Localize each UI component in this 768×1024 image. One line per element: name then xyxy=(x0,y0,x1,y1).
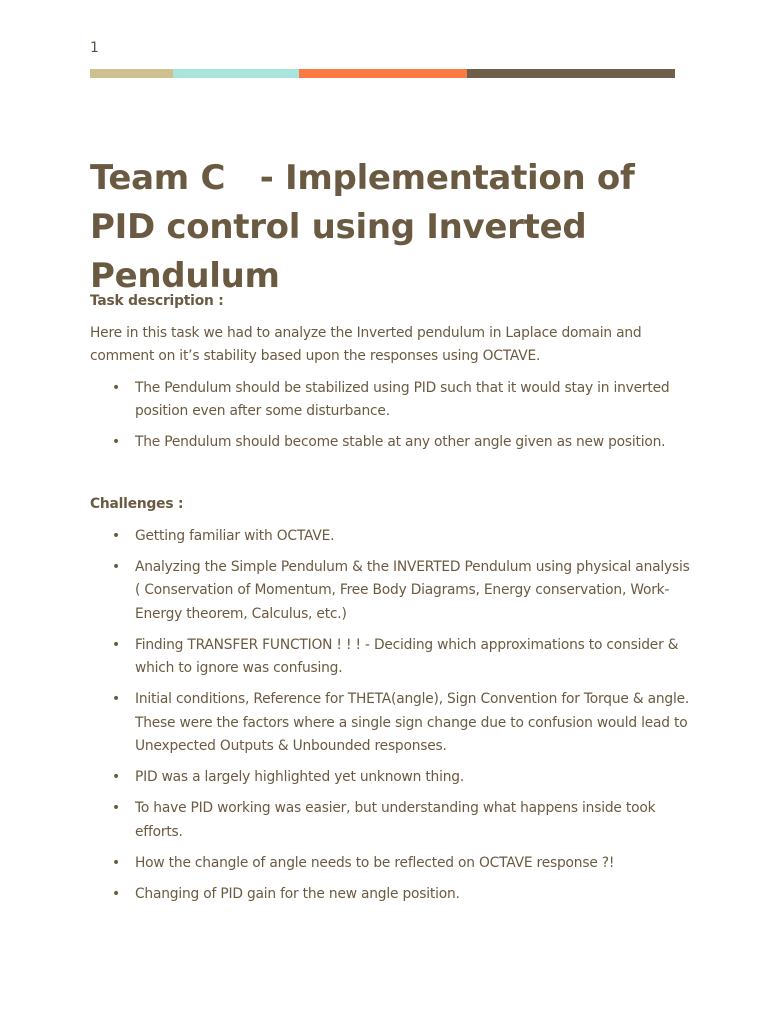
page-number: 1 xyxy=(90,40,99,56)
list-item-text: How the changle of angle needs to be reflected on OCTAVE response ?! xyxy=(135,854,615,871)
challenges-heading: Challenges : xyxy=(90,496,184,512)
list-item-text: The Pendulum should become stable at any other angle given as new position. xyxy=(135,434,666,450)
list-item-text: Getting familiar with OCTAVE. xyxy=(135,527,335,544)
list-item xyxy=(90,883,690,907)
bullet-icon: • xyxy=(112,527,120,544)
bullet-icon: • xyxy=(112,691,120,707)
bullet-icon: • xyxy=(112,558,120,575)
list-item-text: Finding TRANSFER FUNCTION ! ! ! - Deciding which approximations to consider & which to ignore was confusing. xyxy=(135,636,679,676)
document-title: Team C - Implementation of PID control using Inverted Pendulum xyxy=(90,158,646,296)
challenges-bullet-list xyxy=(90,525,690,907)
bullet-icon: • xyxy=(112,379,120,396)
bullet-icon: • xyxy=(112,854,120,871)
color-bar-segment-3 xyxy=(299,69,467,78)
list-item-text: To have PID working was easier, but understanding what happens inside took efforts. xyxy=(135,800,656,840)
bullet-icon: • xyxy=(112,800,120,816)
task-bullet-list xyxy=(90,377,690,455)
list-item xyxy=(90,634,690,681)
color-bar-segment-4 xyxy=(467,69,675,78)
list-item xyxy=(90,766,690,790)
task-description-heading: Task description : xyxy=(90,293,224,309)
list-item xyxy=(90,688,690,759)
list-item-text: PID was a largely highlighted yet unknown thing. xyxy=(135,769,464,785)
list-item-text: Initial conditions, Reference for THETA(angle), Sign Convention for Torque & angle. These were the factors where a single sign change due to confusion would lead to Unexpected Outputs & Unbounded responses. xyxy=(135,691,690,754)
list-item xyxy=(90,377,690,424)
color-bar-segment-2 xyxy=(173,69,299,78)
list-item xyxy=(90,556,690,627)
section-spacer xyxy=(90,462,690,493)
bullet-icon: • xyxy=(112,885,120,902)
bullet-icon: • xyxy=(112,434,120,450)
bullet-icon: • xyxy=(112,769,120,785)
list-item-text: The Pendulum should be stabilized using PID such that it would stay in inverted position even after some disturbance. xyxy=(135,379,670,419)
list-item xyxy=(90,797,690,844)
list-item xyxy=(90,525,690,549)
document-body xyxy=(90,290,690,914)
header-color-bar xyxy=(90,69,675,78)
list-item xyxy=(90,431,690,455)
list-item-text: Analyzing the Simple Pendulum & the INVERTED Pendulum using physical analysis ( Conservation of Momentum, Free Body Diagrams, Energy conservation, Work-Energy theorem, Calculus, etc.) xyxy=(135,558,690,622)
bullet-icon: • xyxy=(112,636,120,653)
list-item xyxy=(90,852,690,876)
color-bar-segment-1 xyxy=(90,69,173,78)
task-description-paragraph: Here in this task we had to analyze the Inverted pendulum in Laplace domain and comment on it’s stability based upon the responses using OCTAVE. xyxy=(90,324,642,364)
list-item-text: Changing of PID gain for the new angle position. xyxy=(135,885,460,902)
